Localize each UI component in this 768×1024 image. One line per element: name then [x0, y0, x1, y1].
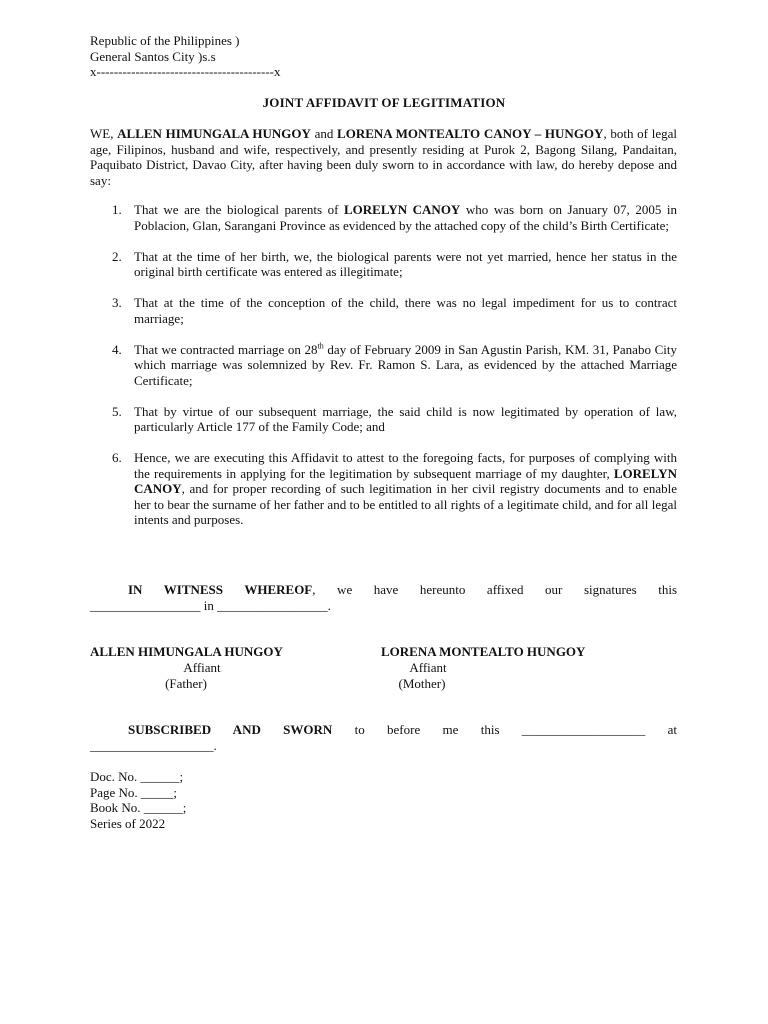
notarial-page-no: Page No. _____;: [90, 785, 178, 800]
signatory-father-relation: (Father): [165, 676, 207, 691]
intro-and: and: [310, 126, 338, 141]
signatory-mother-role: Affiant: [409, 660, 447, 675]
signatory-mother-name: LORENA MONTEALTO HUNGOY: [381, 644, 586, 659]
caption-republic: Republic of the Philippines ): [90, 33, 240, 48]
jurat-clause: [90, 722, 677, 738]
jurat-text: to before me this ___________________ at: [332, 722, 678, 737]
item-text: That we are the biological parents of: [134, 202, 344, 217]
document-title: JOINT AFFIDAVIT OF LEGITIMATION: [262, 95, 506, 110]
item-text: That by virtue of our subsequent marriage, the said child is now legitimated by operation of law, particularly Article 177 of the Family Code; and: [134, 403, 677, 434]
intro-rest: , both of legal age, Filipinos, husband and wife, respectively, and presently residing at Purok 2, Bagong Silang, Pandaitan, Paquibato District, Davao City, after having been duly sworn to in accordance with law, do hereby depose and say:: [90, 126, 677, 188]
item-number: 1.: [112, 202, 122, 217]
notarial-series: Series of 2022: [90, 816, 166, 831]
item-text: That at the time of the conception of the child, there was no legal impediment for us to contract marriage;: [134, 295, 677, 326]
item-text: Hence, we are executing this Affidavit to attest to the foregoing facts, for purposes of complying with the requirements in applying for the legitimation by subsequent marriage of my daughter,: [134, 450, 677, 481]
list-item: [90, 202, 677, 233]
intro-paragraph: [90, 126, 677, 188]
item-text: That at the time of her birth, we, the biological parents were not yet married, hence her status in the original birth certificate was entered as illegitimate;: [134, 248, 677, 279]
intro-prefix: WE,: [90, 126, 118, 141]
witness-clause: [90, 582, 677, 598]
signatory-mother-relation: (Mother): [398, 676, 446, 691]
signatory-father-name: ALLEN HIMUNGALA HUNGOY: [90, 644, 283, 659]
ordinal-suffix: th: [317, 341, 324, 351]
caption-divider: x-----------------------------------------x: [90, 64, 281, 79]
notarial-book-no: Book No. ______;: [90, 800, 187, 815]
jurat-blank: ___________________.: [90, 738, 217, 753]
item-number: 5.: [112, 403, 122, 419]
witness-text: , we have hereunto affixed our signatures this: [312, 582, 678, 597]
jurat-heading: SUBSCRIBED AND SWORN: [128, 722, 333, 737]
child-name: LORELYN CANOY: [134, 465, 677, 496]
deposition-list: [90, 202, 677, 543]
list-item: [90, 404, 677, 435]
list-item: [90, 450, 677, 528]
caption-city: General Santos City )s.s: [90, 49, 216, 64]
child-name: LORELYN CANOY: [344, 202, 461, 217]
item-text: day of February 2009 in San Agustin Parish, KM. 31, Panabo City which marriage was solemnized by Rev. Fr. Ramon S. Lara, as evidenced by the attached Marriage Certificate;: [134, 341, 677, 388]
item-number: 4.: [112, 341, 122, 357]
item-number: 2.: [112, 248, 122, 264]
witness-heading: IN WITNESS WHEREOF: [128, 582, 313, 597]
affiant-1-name: ALLEN HIMUNGALA HUNGOY: [117, 126, 311, 141]
notarial-doc-no: Doc. No. ______;: [90, 769, 184, 784]
list-item: [90, 249, 677, 280]
affiant-2-name: LORENA MONTEALTO CANOY – HUNGOY: [337, 126, 604, 141]
witness-blanks: _________________ in _________________.: [90, 598, 331, 613]
item-text: , and for proper recording of such legitimation in her civil registry documents and to enable her to bear the surname of her father and to be entitled to all rights of a legitimate child, and for all legal intents and purposes.: [134, 481, 677, 527]
item-number: 6.: [112, 450, 122, 465]
list-item: [90, 295, 677, 326]
item-text: who was born on January 07, 2005 in Poblacion, Glan, Sarangani Province as evidenced by the attached copy of the child’s Birth Certificate;: [134, 202, 678, 233]
item-number: 3.: [112, 295, 122, 310]
list-item: [90, 342, 677, 389]
item-text: That we contracted marriage on 28: [134, 341, 318, 357]
signatory-father-role: Affiant: [183, 660, 221, 675]
